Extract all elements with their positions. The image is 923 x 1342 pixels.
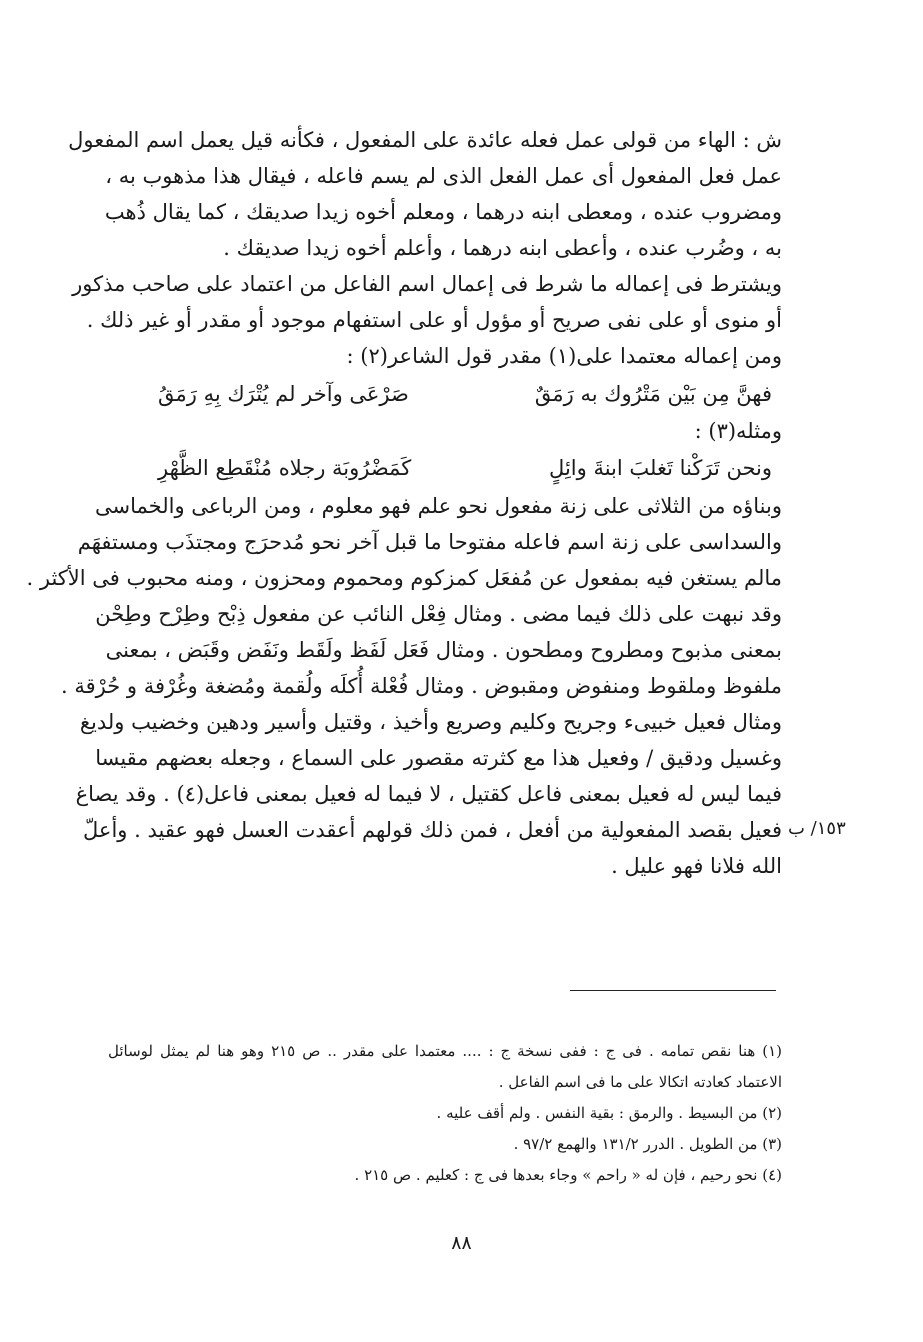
text-line: وغسيل ودقيق / وفعيل هذا مع كثرته مقصور على السماع ، وجعله بعضهم مقيسا xyxy=(95,746,782,770)
text-line: ملفوظ وملقوط ومنفوض ومقبوض . ومثال فُعْلة أُكلَه ولُقمة ومُضغة وغُرْفة و حُرْقة . xyxy=(60,674,782,698)
text-line: ومثال فعيل خبيىء وجريح وكليم وصريع وأخيذ ، وقتيل وأسير ودهين وخضيب ولديغ xyxy=(79,710,782,734)
text-line: ويشترط فى إعماله ما شرط فى إعمال اسم الفاعل من اعتماد على صاحب مذكور xyxy=(72,272,782,296)
main-text xyxy=(26,122,782,884)
footnote-1-continued: الاعتماد كعادته اتكالا على ما فى اسم الفاعل . xyxy=(498,1073,782,1091)
footnote-4: (٤) نحو رحيم ، فإن له « راحم » وجاء بعدها فى ج : كعليم . ص ٢١٥ . xyxy=(354,1166,782,1184)
text-line: فيما ليس له فعيل بمعنى فاعل كقتيل ، لا فيما له فعيل بمعنى فاعل(٤) . وقد يصاغ xyxy=(75,782,782,806)
verse-2 xyxy=(108,448,782,488)
text-line: ومضروب عنده ، ومعطى ابنه درهما ، ومعلم أخوه زيدا صديقك ، كما يقال ذُهب xyxy=(104,200,782,224)
manuscript-folio-note: ١٥٣/ ب xyxy=(788,818,846,839)
verse-2-hemistich-2: كَمَضْرُوبَة رجلاه مُنْقَطِع الظَّهْرِ xyxy=(158,456,412,480)
verse-2-hemistich-1: ونحن تَرَكْنا تَغلبَ ابنةَ وائِلٍ xyxy=(549,456,772,480)
verse-1-hemistich-2: صَرْعَى وآخر لم يُتْرَك بِهِ رَمَقُ xyxy=(158,382,409,406)
text-line: فعيل بقصد المفعولية من أفعل ، فمن ذلك قولهم أعقدت العسل فهو عقيد . وأعلّ xyxy=(83,818,782,842)
footnote-divider xyxy=(570,990,776,991)
text-line: الله فلانا فهو عليل . xyxy=(611,854,782,878)
text-line: وبناؤه من الثلاثى على زنة مفعول نحو علم فهو معلوم ، ومن الرباعى والخماسى xyxy=(95,494,782,518)
text-line: والسداسى على زنة اسم فاعله مفتوحا ما قبل آخر نحو مُدحرَج ومجتذَب ومستفهَم xyxy=(77,530,782,554)
verse-1-hemistich-1: فهنَّ مِن بَيْن مَتْرُوك به رَمَقٌ xyxy=(534,382,772,406)
text-line: بمعنى مذبوح ومطروح ومطحون . ومثال فَعَل لَفَظ ولَقَط ونَفَض وقَبَض ، بمعنى xyxy=(105,638,782,662)
text-line: ومن إعماله معتمدا على(١) مقدر قول الشاعر(٢) : xyxy=(346,344,782,368)
text-line: ش : الهاء من قولى عمل فعله عائدة على المفعول ، فكأنه قيل يعمل اسم المفعول xyxy=(68,128,782,152)
footnotes xyxy=(108,1036,782,1191)
footnote-2: (٢) من البسيط . والرمق : بقية النفس . ولم أقف عليه . xyxy=(436,1104,782,1122)
page-number: ٨٨ xyxy=(451,1232,472,1254)
footnote-3: (٣) من الطويل . الدرر ١٣١/٢ والهمع ٩٧/٢ . xyxy=(513,1135,782,1153)
text-line: به ، وضُرب عنده ، وأعطى ابنه درهما ، وأعلم أخوه زيدا صديقك . xyxy=(223,236,782,260)
text-line: أو منوى أو على نفى صريح أو مؤول أو على استفهام موجود أو مقدر أو غير ذلك . xyxy=(86,308,782,332)
verse-2-intro: ومثله(٣) : xyxy=(694,419,782,443)
verse-1 xyxy=(108,374,782,414)
footnote-1: (١) هنا نقص تمامه . فى ج : ففى نسخة ج : .... معتمدا على مقدر .. ص ٢١٥ وهو هنا لم يمثل لوسائل xyxy=(108,1042,783,1060)
text-line: عمل فعل المفعول أى عمل الفعل الذى لم يسم فاعله ، فيقال هذا مذهوب به ، xyxy=(105,164,782,188)
text-line: وقد نبهت على ذلك فيما مضى . ومثال فِعْل النائب عن مفعول ذِبْح وطِرْح وطِحْن xyxy=(95,602,782,626)
text-line: مالم يستغن فيه بمفعول عن مُفعَل كمزكوم ومحموم ومحزون ، ومنه محبوب فى الأكثر . xyxy=(26,566,782,590)
